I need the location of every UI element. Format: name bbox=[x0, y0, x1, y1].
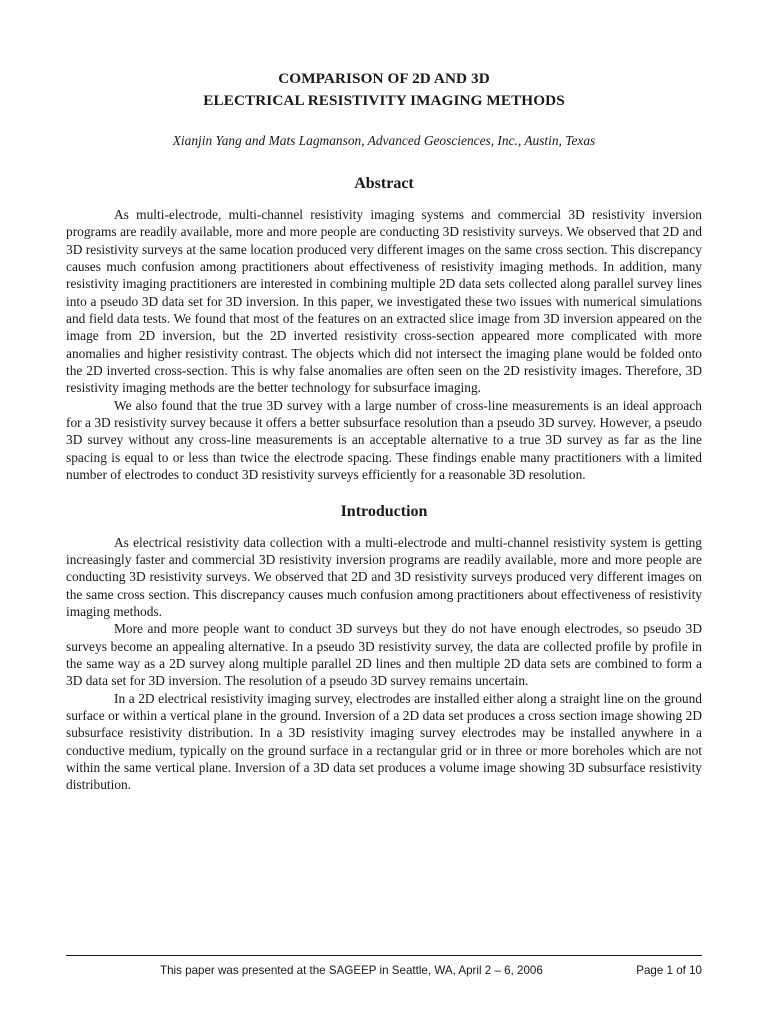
page-number: Page 1 of 10 bbox=[636, 964, 702, 977]
introduction-heading: Introduction bbox=[340, 502, 428, 520]
page-footer bbox=[66, 963, 702, 979]
abstract-heading: Abstract bbox=[354, 175, 414, 192]
footer-presentation-note: This paper was presented at the SAGEEP in Seattle, WA, April 2 – 6, 2006 bbox=[160, 964, 543, 977]
paper-title bbox=[66, 68, 702, 112]
introduction-paragraph-1: As electrical resistivity data collection with a multi-electrode and multi-channel resistivity system is getting increasingly faster and commercial 3D resistivity inversion programs are readily available, more and more people are conducting 3D resistivity surveys. We observed that 2D and 3D resistivity surveys produced very different images on the same cross section. This discrepancy causes much confusion among practitioners about effectiveness of resistivity imaging methods. bbox=[66, 534, 702, 619]
page-content bbox=[66, 68, 702, 794]
introduction-body bbox=[66, 534, 702, 794]
paper-title-line-1: COMPARISON OF 2D AND 3D bbox=[278, 70, 490, 87]
introduction-paragraph-2: More and more people want to conduct 3D surveys but they do not have enough electrodes, so pseudo 3D surveys become an appealing alternative. In a pseudo 3D resistivity survey, the data are collected profile by profile in the same way as a 2D survey along multiple parallel 2D lines and then multiple 2D data sets are combined to form a 3D data set for 3D inversion. The resolution of a pseudo 3D survey remains uncertain. bbox=[66, 621, 702, 689]
abstract-paragraph-2: We also found that the true 3D survey with a large number of cross-line measurements is an ideal approach for a 3D resistivity survey because it offers a better subsurface resolution than a pseudo 3D survey. However, a pseudo 3D survey without any cross-line measurements is an acceptable alternative to a true 3D survey as far as the line spacing is equal to or less than twice the electrode spacing. These findings enable many practitioners with a limited number of electrodes to conduct 3D resistivity surveys efficiently for a reasonable 3D resolution. bbox=[66, 397, 702, 483]
paper-title-line-2: ELECTRICAL RESISTIVITY IMAGING METHODS bbox=[203, 92, 565, 109]
paper-authors: Xianjin Yang and Mats Lagmanson, Advanced Geosciences, Inc., Austin, Texas bbox=[172, 133, 596, 148]
abstract-paragraph-1: As multi-electrode, multi-channel resistivity imaging systems and commercial 3D resistivity inversion programs are readily available, more and more people are conducting 3D resistivity surveys. We observed that 2D and 3D resistivity surveys at the same location produced very different images on the same cross section. This discrepancy causes much confusion among practitioners about effectiveness of resistivity imaging methods. In addition, many resistivity imaging practitioners are interested in combining multiple 2D data sets collected along parallel survey lines into a pseudo 3D data set for 3D inversion. In this paper, we investigated these two issues with numerical simulations and field data tests. We found that most of the features on an extracted slice image from 3D inversion appeared on the image from 2D inversion, but the 2D inverted resistivity cross-section appeared more complicated with more anomalies and higher resistivity contrast. The objects which did not intersect the imaging plane would be folded onto the 2D inverted cross-section. This is why false anomalies are often seen on the 2D resistivity images. Therefore, 3D resistivity imaging methods are the better technology for subsurface imaging. bbox=[66, 207, 702, 396]
abstract-body bbox=[66, 206, 702, 484]
footer-divider bbox=[66, 955, 702, 956]
introduction-paragraph-3: In a 2D electrical resistivity imaging survey, electrodes are installed either along a straight line on the ground surface or within a vertical plane in the ground. Inversion of a 2D data set produces a cross section image showing 2D subsurface resistivity distribution. In a 3D resistivity imaging survey electrodes may be installed anywhere in a conductive medium, typically on the ground surface in a rectangular grid or in three or more boreholes which are not within the same vertical plane. Inversion of a 3D data set produces a volume image showing 3D subsurface resistivity distribution. bbox=[66, 690, 702, 793]
